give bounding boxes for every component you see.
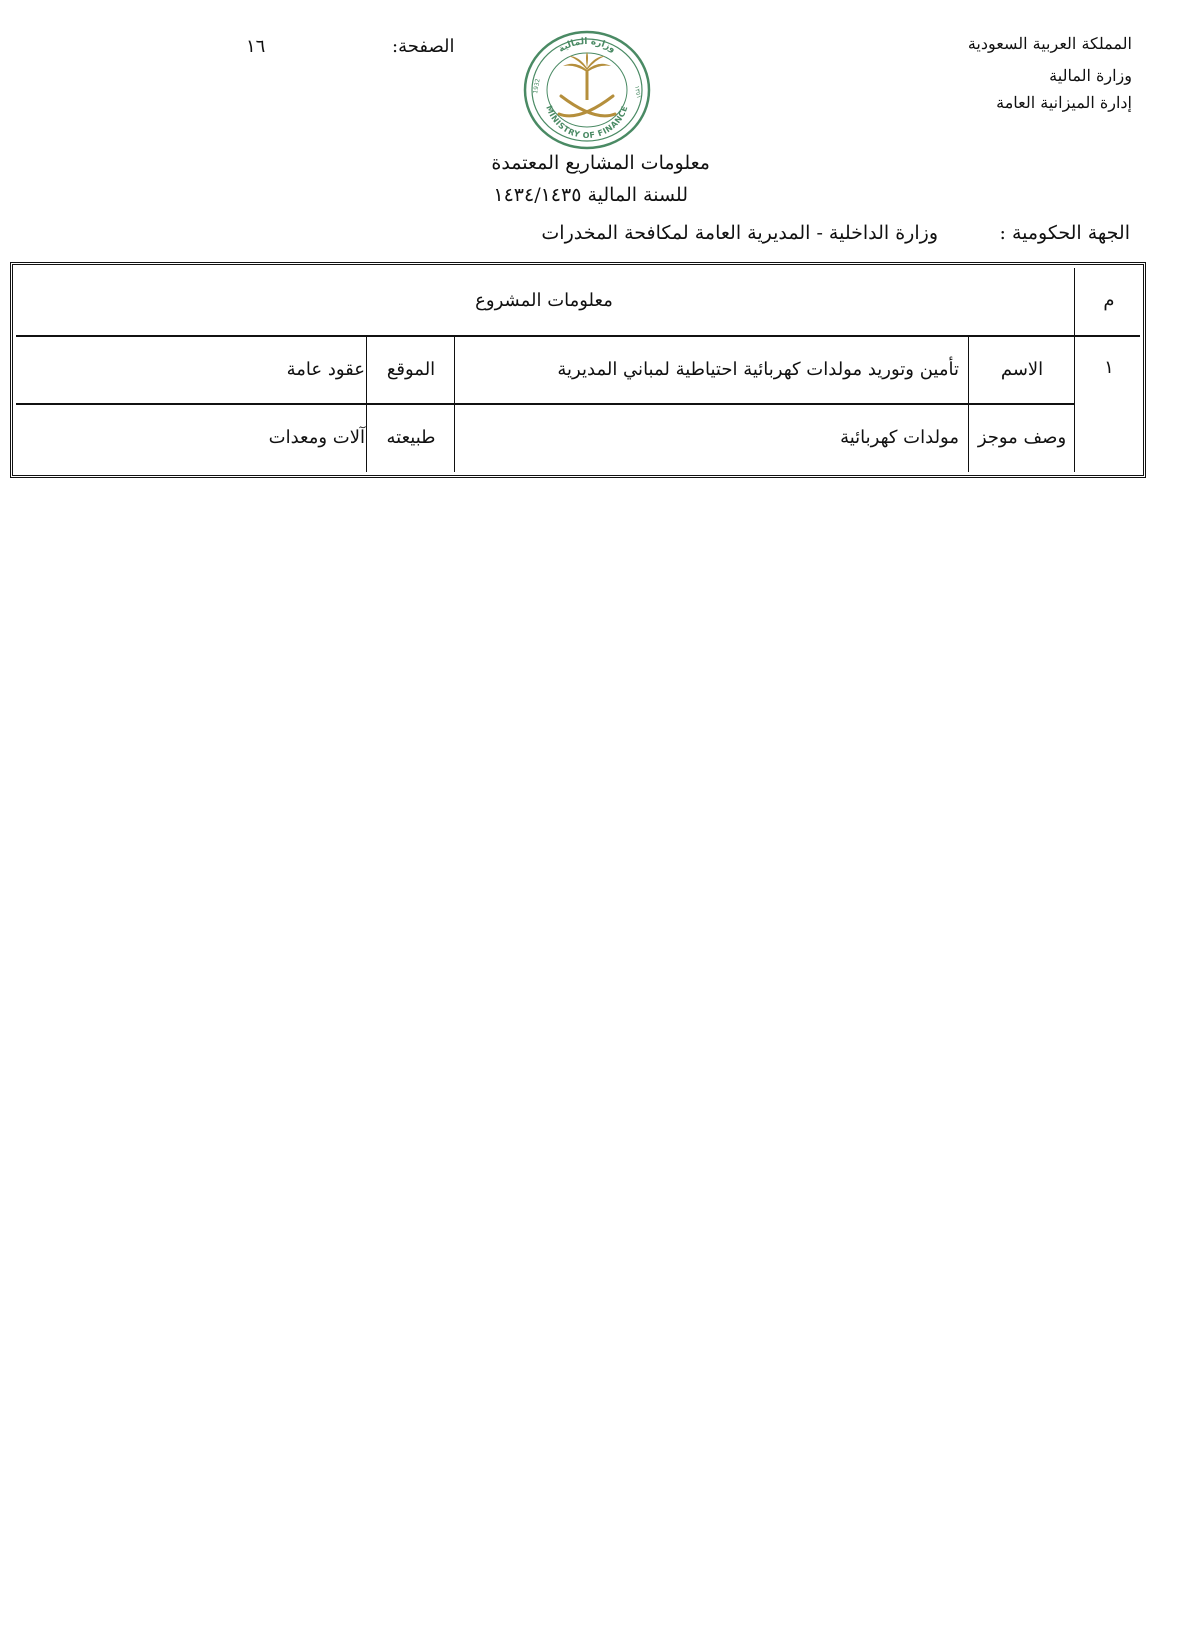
description-label: وصف موجز	[977, 426, 1067, 448]
index-header: م	[1103, 289, 1115, 311]
row-index: ١	[1104, 357, 1114, 378]
nature-value: آلات ومعدات	[268, 426, 365, 448]
ministry-of-finance-seal	[523, 30, 651, 150]
location-value: عقود عامة	[286, 358, 365, 380]
project-info-header: معلومات المشروع	[475, 289, 613, 311]
page-number: ١٦	[246, 36, 266, 57]
entity-label: الجهة الحكومية :	[999, 222, 1130, 244]
svg-text:وزارة المالية: وزارة المالية	[556, 36, 618, 55]
ministry-name: وزارة المالية	[1049, 66, 1132, 85]
svg-text:١٣٥١: ١٣٥١	[633, 85, 643, 100]
name-label: الاسم	[1000, 358, 1044, 380]
svg-text:MINISTRY OF FINANCE: MINISTRY OF FINANCE	[544, 104, 630, 141]
department-name: إدارة الميزانية العامة	[996, 93, 1132, 112]
svg-text:1932: 1932	[532, 78, 542, 95]
description-value: مولدات كهربائية	[840, 426, 959, 448]
fiscal-year: للسنة المالية ١٤٣٤/١٤٣٥	[493, 184, 688, 206]
entity-value: وزارة الداخلية - المديرية العامة لمكافحة المخدرات	[541, 222, 938, 244]
kingdom-name: المملكة العربية السعودية	[967, 34, 1132, 53]
nature-label: طبيعته	[386, 426, 436, 448]
projects-table	[10, 262, 1146, 478]
page-label: الصفحة:	[392, 36, 455, 57]
name-value: تأمين وتوريد مولدات كهربائية احتياطية لمباني المديرية	[557, 358, 959, 380]
location-label: الموقع	[386, 358, 436, 380]
document-title: معلومات المشاريع المعتمدة	[491, 152, 710, 174]
